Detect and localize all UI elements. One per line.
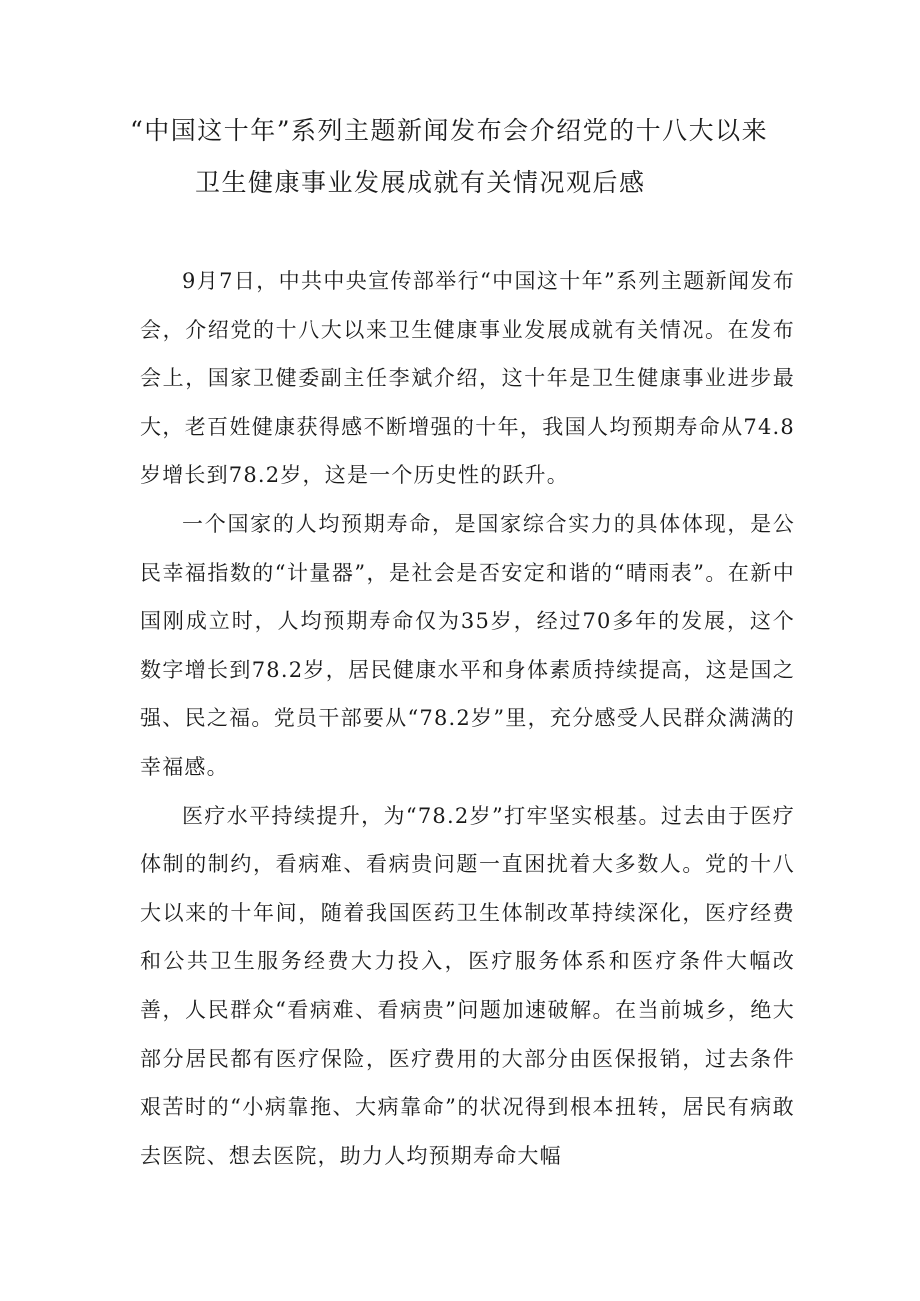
paragraph-1: 9月7日，中共中央宣传部举行“中国这十年”系列主题新闻发布会，介绍党的十八大以来卫生健康事业发展成就有关情况。在发布会上，国家卫健委副主任李斌介绍，这十年是卫生健康事业进步最大，老百姓健康获得感不断增强的十年，我国人均预期寿命从74.8岁增长到78.2岁，这是一个历史性的跃升。 [140, 269, 795, 488]
paragraph-2: 一个国家的人均预期寿命，是国家综合实力的具体体现，是公民幸福指数的“计量器”，是社会是否安定和谐的“晴雨表”。在新中国刚成立时，人均预期寿命仅为35岁，经过70多年的发展，这个数字增长到78.2岁，居民健康水平和身体素质持续提高，这是国之强、民之福。党员干部要从“78.2岁”里，充分感受人民群众满满的幸福感。 [140, 511, 795, 779]
paragraph-3: 医疗水平持续提升，为“78.2岁”打牢坚实根基。过去由于医疗体制的制约，看病难、看病贵问题一直困扰着大多数人。党的十八大以来的十年间，随着我国医药卫生体制改革持续深化，医疗经费和公共卫生服务经费大力投入，医疗服务体系和医疗条件大幅改善，人民群众“看病难、看病贵”问题加速破解。在当前城乡，绝大部分居民都有医疗保险，医疗费用的大部分由医保报销，过去条件艰苦时的“小病靠拖、大病靠命”的状况得到根本扭转，居民有病敢去医院、想去医院，助力人均预期寿命大幅 [140, 803, 795, 1168]
title-line-1: “中国这十年”系列主题新闻发布会介绍党的十八大以来 [130, 116, 769, 145]
title-line-2: 卫生健康事业发展成就有关情况观后感 [195, 168, 646, 197]
body-text [140, 257, 795, 1180]
